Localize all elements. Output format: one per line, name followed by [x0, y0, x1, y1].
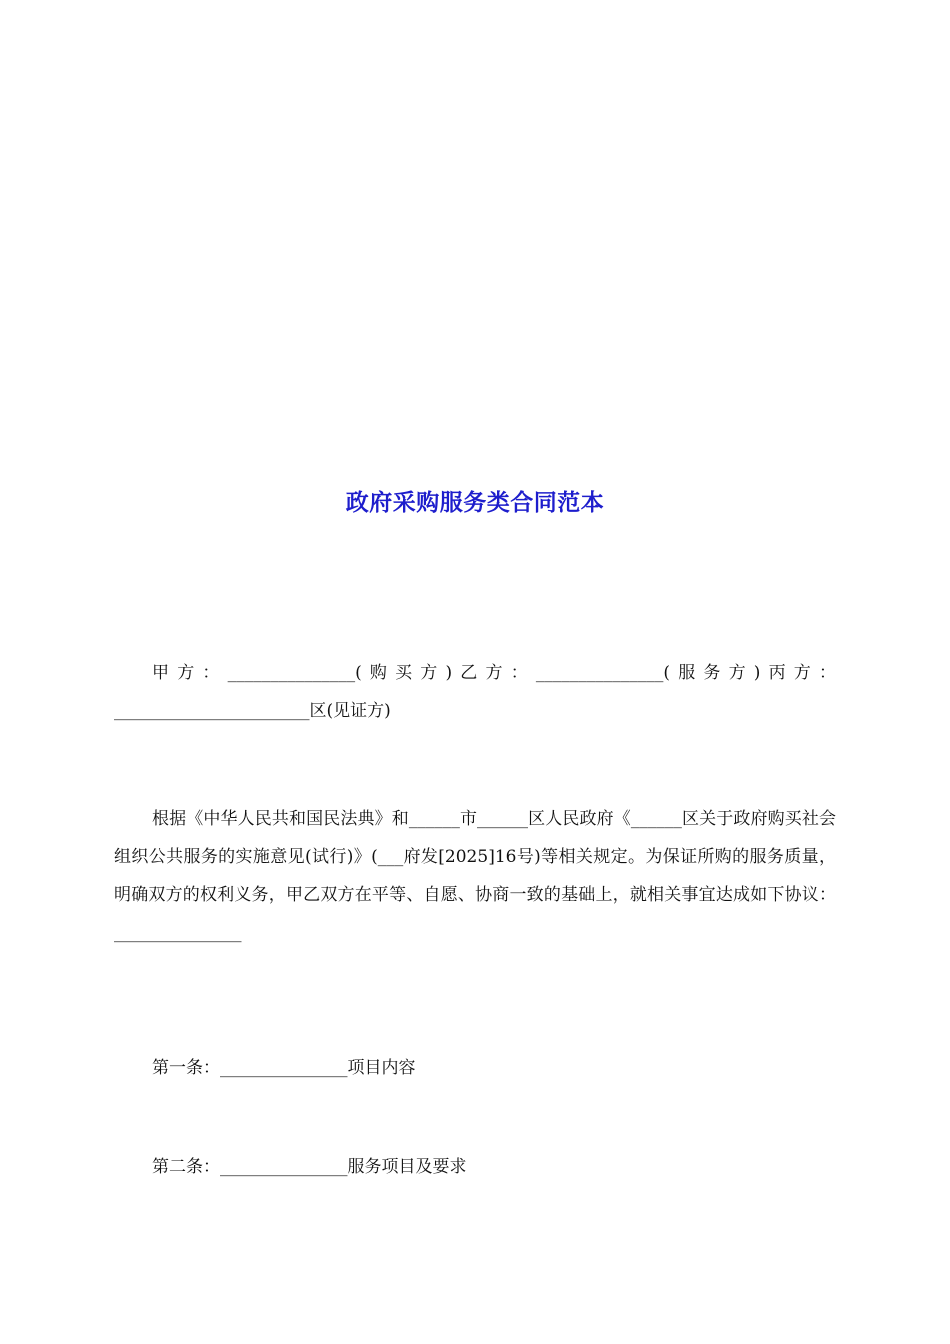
article-1-paragraph: 第一条：_______________项目内容	[152, 1058, 416, 1078]
preamble-paragraph: 根据《中华人民共和国民法典》和______市______区人民政府《______区关于政府购买社会组织公共服务的实施意见(试行)》(___府发[2025]16号)等相关规定。为保证所购的服务质量，明确双方的权利义务，甲乙双方在平等、自愿、协商一致的基础上，就相关事宜达成如下协议：_______________	[114, 809, 836, 943]
document-title: 政府采购服务类合同范本	[345, 490, 605, 516]
parties-paragraph: 甲方：_______________(购买方)乙方：_______________(服务方)丙方：_______________________区(见证方)	[114, 663, 836, 721]
article-2-paragraph: 第二条：_______________服务项目及要求	[152, 1157, 467, 1177]
